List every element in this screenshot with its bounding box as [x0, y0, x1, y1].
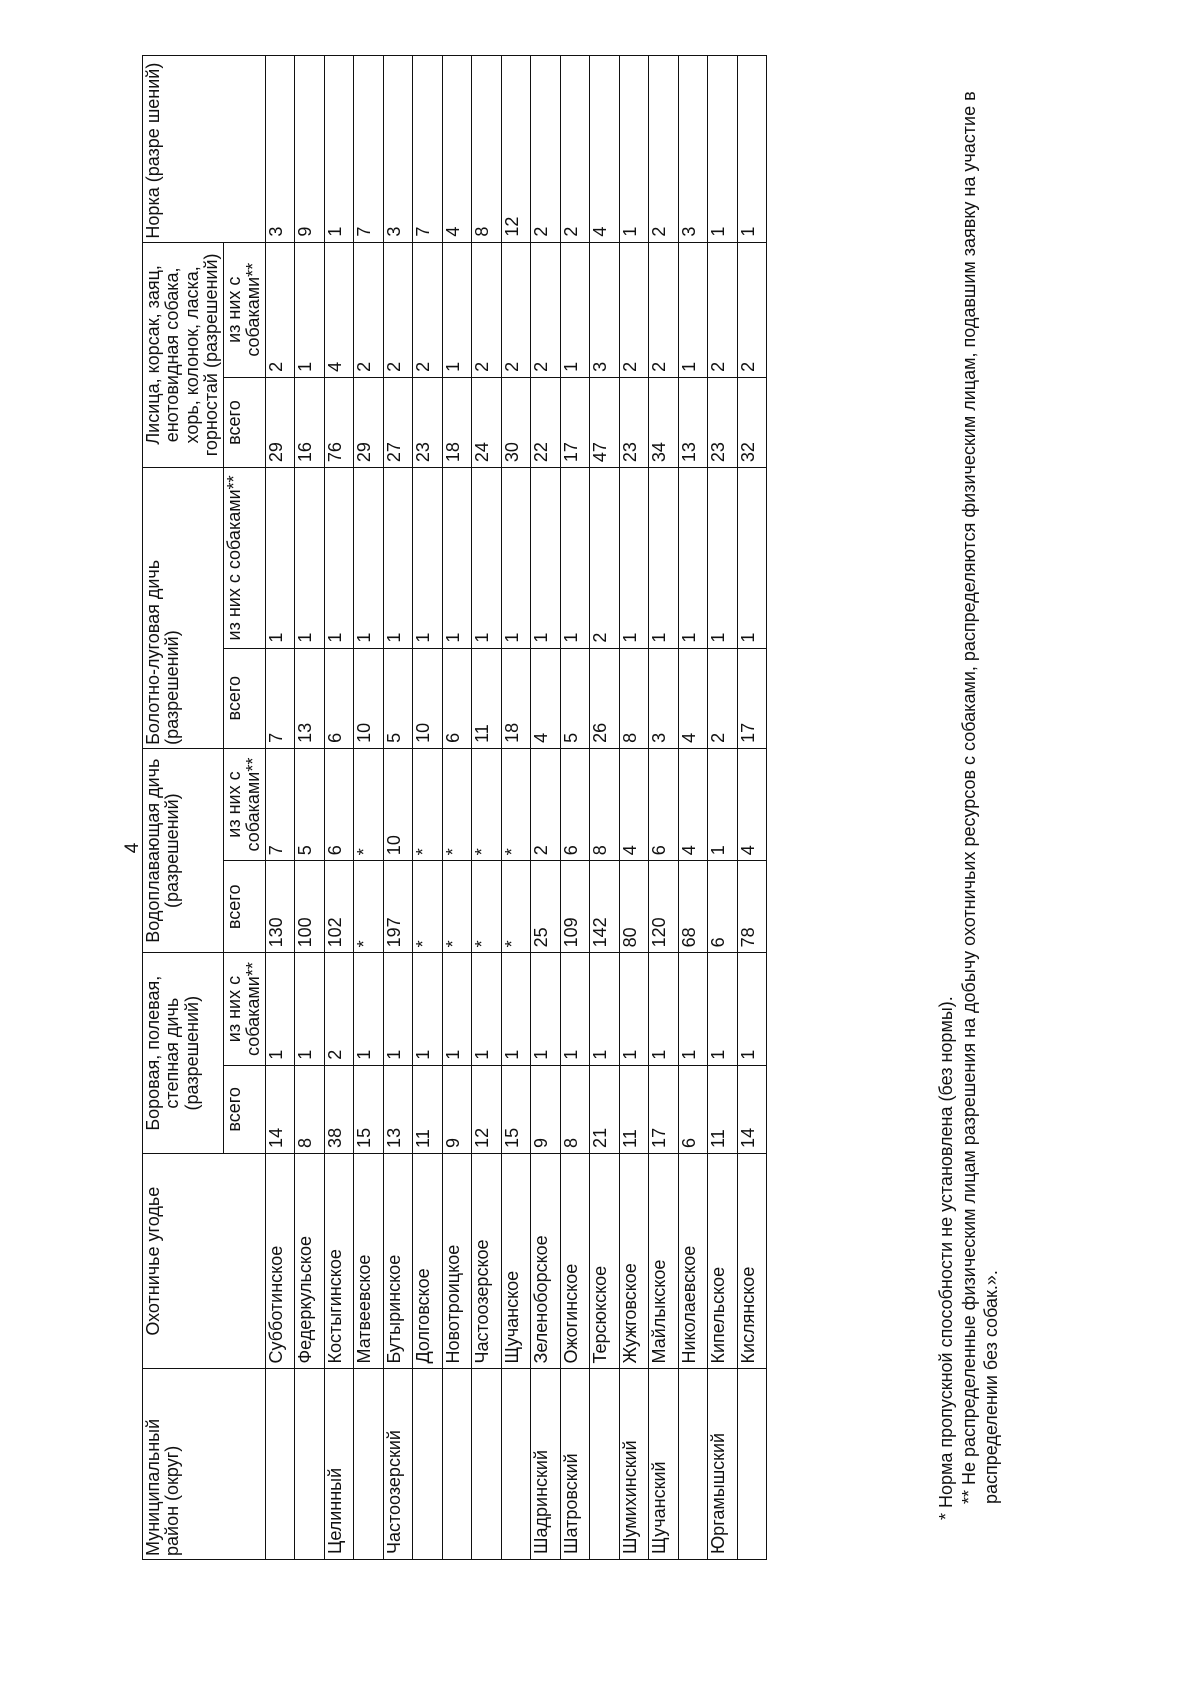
subheader-with-dogs: из них с собаками**	[223, 468, 265, 648]
cell-value: 11	[708, 1065, 738, 1153]
cell-value: 1	[560, 468, 590, 648]
header-group-mink: Норка (разре шений)	[143, 56, 266, 243]
cell-value: 1	[737, 468, 767, 648]
cell-district: Щучанский	[649, 1369, 679, 1560]
cell-value: 78	[737, 861, 767, 953]
cell-value: 1	[531, 953, 561, 1065]
cell-value: 6	[560, 748, 590, 860]
cell-area: Частоозерское	[472, 1153, 502, 1369]
cell-value: 17	[737, 648, 767, 748]
cell-value: 23	[708, 377, 738, 467]
cell-value: 6	[324, 648, 354, 748]
cell-value: 3	[678, 56, 708, 243]
table-row	[678, 56, 708, 1560]
cell-area: Матвеевское	[354, 1153, 384, 1369]
cell-value: 1	[265, 953, 295, 1065]
cell-value: 17	[560, 377, 590, 467]
cell-value: 7	[354, 56, 384, 243]
cell-district: Шумихинский	[619, 1369, 649, 1560]
cell-value: 6	[678, 1065, 708, 1153]
cell-value: 10	[413, 648, 443, 748]
header-district: Муниципальный район (округ)	[143, 1369, 266, 1560]
cell-value: 6	[708, 861, 738, 953]
cell-value: 1	[324, 468, 354, 648]
cell-value: 1	[737, 56, 767, 243]
cell-value: 100	[295, 861, 325, 953]
subheader-total: всего	[223, 861, 265, 953]
cell-value: 1	[678, 953, 708, 1065]
table-row	[472, 56, 502, 1560]
cell-value: 1	[472, 468, 502, 648]
cell-value: 11	[619, 1065, 649, 1153]
cell-value: 1	[383, 953, 413, 1065]
table-row	[501, 56, 531, 1560]
cell-value: 2	[354, 242, 384, 377]
cell-value: 2	[531, 56, 561, 243]
cell-value: 9	[442, 1065, 472, 1153]
header-group-upland-game: Боровая, полевая, степная дичь (разрешений)	[143, 953, 224, 1154]
cell-value: *	[354, 861, 384, 953]
cell-value: *	[442, 748, 472, 860]
cell-area: Субботинское	[265, 1153, 295, 1369]
cell-value: 2	[737, 242, 767, 377]
cell-value: 15	[501, 1065, 531, 1153]
cell-district	[413, 1369, 443, 1560]
table-row	[295, 56, 325, 1560]
cell-value: 21	[590, 1065, 620, 1153]
cell-value: 2	[649, 56, 679, 243]
cell-district	[472, 1369, 502, 1560]
cell-district: Шатровский	[560, 1369, 590, 1560]
cell-value: 2	[590, 468, 620, 648]
cell-area: Щучанское	[501, 1153, 531, 1369]
cell-value: 9	[295, 56, 325, 243]
cell-value: *	[472, 748, 502, 860]
cell-value: 120	[649, 861, 679, 953]
cell-value: 29	[354, 377, 384, 467]
cell-value: 1	[708, 748, 738, 860]
cell-value: 2	[649, 242, 679, 377]
cell-area: Майлыкское	[649, 1153, 679, 1369]
cell-value: 2	[708, 242, 738, 377]
cell-value: *	[354, 748, 384, 860]
table-row	[649, 56, 679, 1560]
cell-value: 2	[531, 242, 561, 377]
cell-value: 130	[265, 861, 295, 953]
cell-value: 11	[472, 648, 502, 748]
cell-value: 18	[501, 648, 531, 748]
cell-value: 1	[619, 953, 649, 1065]
cell-value: 1	[678, 242, 708, 377]
cell-value: 1	[442, 468, 472, 648]
cell-value: 1	[560, 242, 590, 377]
cell-value: 10	[354, 648, 384, 748]
cell-district: Целинный	[324, 1369, 354, 1560]
cell-value: 13	[383, 1065, 413, 1153]
cell-value: 1	[354, 953, 384, 1065]
cell-value: 4	[619, 748, 649, 860]
cell-value: 7	[413, 56, 443, 243]
cell-value: *	[413, 748, 443, 860]
cell-value: 7	[265, 648, 295, 748]
cell-district	[737, 1369, 767, 1560]
cell-value: 1	[383, 468, 413, 648]
cell-value: *	[442, 861, 472, 953]
cell-value: 1	[619, 56, 649, 243]
cell-district: Шадринский	[531, 1369, 561, 1560]
table-row	[619, 56, 649, 1560]
cell-value: 1	[737, 953, 767, 1065]
cell-value: 32	[737, 377, 767, 467]
cell-district: Частоозерский	[383, 1369, 413, 1560]
cell-value: 8	[619, 648, 649, 748]
cell-value: 2	[501, 242, 531, 377]
table-header	[143, 56, 266, 1560]
table-row	[383, 56, 413, 1560]
subheader-with-dogs: из них с собаками**	[223, 953, 265, 1065]
table-row	[531, 56, 561, 1560]
cell-value: *	[413, 861, 443, 953]
subheader-total: всего	[223, 1065, 265, 1153]
cell-value: 1	[708, 953, 738, 1065]
cell-value: 1	[590, 953, 620, 1065]
cell-value: 8	[590, 748, 620, 860]
page-number: 4	[122, 842, 143, 854]
table-body	[265, 56, 767, 1560]
cell-value: 4	[324, 242, 354, 377]
cell-district	[354, 1369, 384, 1560]
cell-value: 80	[619, 861, 649, 953]
cell-value: 109	[560, 861, 590, 953]
cell-value: 1	[413, 953, 443, 1065]
cell-district	[501, 1369, 531, 1560]
cell-value: 1	[442, 953, 472, 1065]
cell-value: 14	[265, 1065, 295, 1153]
cell-area: Жужговское	[619, 1153, 649, 1369]
cell-value: 1	[678, 468, 708, 648]
header-group-marsh-game: Болотно-луговая дичь (разрешений)	[143, 468, 224, 749]
cell-value: 197	[383, 861, 413, 953]
cell-value: 1	[501, 468, 531, 648]
cell-value: 2	[472, 242, 502, 377]
cell-value: 4	[442, 56, 472, 243]
cell-value: 3	[383, 56, 413, 243]
subheader-with-dogs: из них с собаками**	[223, 242, 265, 377]
cell-value: 76	[324, 377, 354, 467]
table-row	[413, 56, 443, 1560]
cell-district	[265, 1369, 295, 1560]
header-group-fox-hare: Лисица, корсак, заяц, енотовидная собака, хорь, колонок, ласка, горностай (разрешений)	[143, 242, 224, 468]
cell-value: 6	[442, 648, 472, 748]
cell-area: Николаевское	[678, 1153, 708, 1369]
cell-district: Юргамышский	[708, 1369, 738, 1560]
cell-value: 3	[590, 242, 620, 377]
cell-area: Новотроицкое	[442, 1153, 472, 1369]
cell-value: 16	[295, 377, 325, 467]
table-row	[708, 56, 738, 1560]
cell-district	[442, 1369, 472, 1560]
cell-value: 15	[354, 1065, 384, 1153]
cell-value: 6	[649, 748, 679, 860]
cell-value: 2	[560, 56, 590, 243]
cell-value: 38	[324, 1065, 354, 1153]
cell-value: 3	[265, 56, 295, 243]
cell-value: 3	[649, 648, 679, 748]
cell-value: 8	[560, 1065, 590, 1153]
footnote-no-norm: * Норма пропускной способности не установлена (без нормы).	[936, 996, 956, 1520]
cell-value: 5	[383, 648, 413, 748]
cell-area: Федеркульское	[295, 1153, 325, 1369]
cell-value: *	[472, 861, 502, 953]
cell-value: 23	[413, 377, 443, 467]
cell-value: 1	[649, 953, 679, 1065]
cell-value: 34	[649, 377, 679, 467]
cell-value: 23	[619, 377, 649, 467]
cell-value: *	[501, 861, 531, 953]
cell-value: 8	[295, 1065, 325, 1153]
cell-value: 2	[324, 953, 354, 1065]
cell-value: 14	[737, 1065, 767, 1153]
cell-area: Костыгинское	[324, 1153, 354, 1369]
cell-district	[678, 1369, 708, 1560]
hunting-permits-table	[142, 55, 767, 1560]
cell-value: 1	[324, 56, 354, 243]
table-row	[560, 56, 590, 1560]
cell-value: 4	[678, 648, 708, 748]
cell-value: 6	[324, 748, 354, 860]
cell-area: Зеленоборское	[531, 1153, 561, 1369]
cell-value: 22	[531, 377, 561, 467]
cell-value: 26	[590, 648, 620, 748]
cell-value: 24	[472, 377, 502, 467]
cell-value: 18	[442, 377, 472, 467]
cell-value: *	[501, 748, 531, 860]
footnote-dogs: ** Не распределенные физическим лицам разрешения на добычу охотничьих ресурсов с собаками, распределяются физическим лицам, подавшим заявку на участие в распределении без собак.».	[958, 91, 1001, 1504]
cell-value: 2	[413, 242, 443, 377]
cell-value: 2	[619, 242, 649, 377]
cell-value: 47	[590, 377, 620, 467]
cell-value: 4	[531, 648, 561, 748]
cell-value: 17	[649, 1065, 679, 1153]
subheader-total: всего	[223, 377, 265, 467]
cell-value: 1	[295, 468, 325, 648]
cell-value: 1	[560, 953, 590, 1065]
cell-area: Бутыринское	[383, 1153, 413, 1369]
table-row	[354, 56, 384, 1560]
header-row-main	[143, 56, 224, 1560]
cell-value: 1	[708, 468, 738, 648]
cell-value: 10	[383, 748, 413, 860]
cell-value: 5	[295, 748, 325, 860]
cell-value: 4	[590, 56, 620, 243]
cell-value: 1	[531, 468, 561, 648]
cell-value: 1	[472, 953, 502, 1065]
cell-value: 1	[295, 242, 325, 377]
cell-value: 13	[295, 648, 325, 748]
cell-value: 2	[383, 242, 413, 377]
header-area: Охотничье угодье	[143, 1153, 266, 1369]
cell-value: 4	[737, 748, 767, 860]
subheader-with-dogs: из них с собаками**	[223, 748, 265, 860]
cell-value: 11	[413, 1065, 443, 1153]
cell-value: 1	[501, 953, 531, 1065]
cell-value: 102	[324, 861, 354, 953]
table-row	[737, 56, 767, 1560]
cell-value: 27	[383, 377, 413, 467]
cell-area: Кипельское	[708, 1153, 738, 1369]
cell-value: 25	[531, 861, 561, 953]
cell-value: 1	[413, 468, 443, 648]
table-row	[442, 56, 472, 1560]
cell-value: 2	[531, 748, 561, 860]
cell-value: 12	[501, 56, 531, 243]
cell-value: 1	[619, 468, 649, 648]
cell-value: 2	[708, 648, 738, 748]
cell-value: 12	[472, 1065, 502, 1153]
cell-value: 1	[442, 242, 472, 377]
footnotes	[935, 40, 1003, 1560]
table-row	[324, 56, 354, 1560]
cell-value: 8	[472, 56, 502, 243]
cell-value: 1	[708, 56, 738, 243]
cell-area: Терсюкское	[590, 1153, 620, 1369]
table-row	[265, 56, 295, 1560]
cell-value: 1	[265, 468, 295, 648]
cell-value: 9	[531, 1065, 561, 1153]
table-row	[590, 56, 620, 1560]
cell-value: 2	[265, 242, 295, 377]
cell-district	[295, 1369, 325, 1560]
cell-value: 1	[649, 468, 679, 648]
cell-value: 7	[265, 748, 295, 860]
subheader-total: всего	[223, 648, 265, 748]
cell-value: 68	[678, 861, 708, 953]
cell-district	[590, 1369, 620, 1560]
cell-area: Ожогинское	[560, 1153, 590, 1369]
header-group-waterfowl: Водоплавающая дичь (разрешений)	[143, 748, 224, 953]
cell-value: 1	[354, 468, 384, 648]
cell-value: 13	[678, 377, 708, 467]
cell-value: 30	[501, 377, 531, 467]
cell-value: 142	[590, 861, 620, 953]
cell-area: Долговское	[413, 1153, 443, 1369]
cell-value: 4	[678, 748, 708, 860]
cell-area: Кислянское	[737, 1153, 767, 1369]
cell-value: 29	[265, 377, 295, 467]
cell-value: 5	[560, 648, 590, 748]
cell-value: 1	[295, 953, 325, 1065]
